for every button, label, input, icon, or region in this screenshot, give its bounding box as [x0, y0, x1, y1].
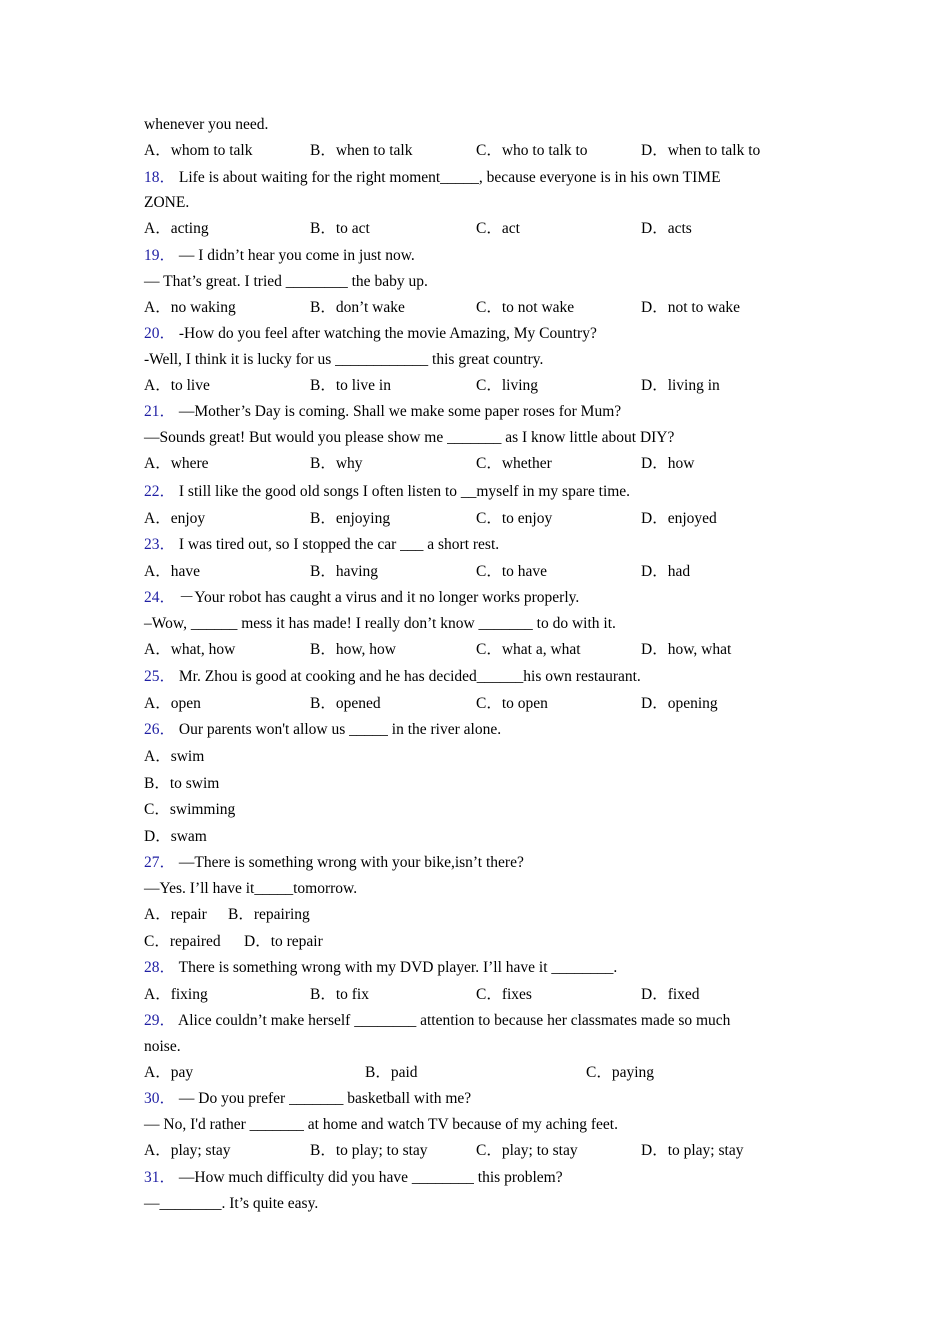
option-c: C．living [476, 377, 539, 394]
option-c: C．swimming [144, 801, 236, 818]
option-b: B．why [310, 455, 363, 472]
question-number: 20． [144, 325, 176, 342]
option-b: B．to live in [310, 377, 391, 394]
option-c: C．play; to stay [476, 1142, 578, 1159]
question-stem: -How do you feel after watching the movie Amazing, My Country? [178, 325, 597, 342]
option-b: B．repairing [228, 906, 310, 923]
option-c: C．to not wake [476, 299, 575, 316]
question-31 [144, 1169, 563, 1187]
question-stem: —How much difficulty did you have ________ this problem? [178, 1169, 563, 1186]
option-a: A．open [144, 695, 201, 712]
question-number: 22． [144, 483, 176, 500]
option-d: D．when to talk to [641, 142, 761, 159]
question-stem: Our parents won't allow us _____ in the river alone. [178, 721, 502, 738]
question-number: 23． [144, 536, 176, 553]
question-stem: I still like the good old songs I often listen to __myself in my spare time. [178, 483, 631, 500]
option-c: C．fixes [476, 986, 532, 1003]
question-number: 18． [144, 169, 176, 186]
question-21 [144, 403, 621, 421]
option-d: D．fixed [641, 986, 700, 1003]
option-d: D．swam [144, 828, 207, 845]
option-d: D．opening [641, 695, 718, 712]
option-d: D．living in [641, 377, 720, 394]
question-stem-line: noise. [144, 1038, 181, 1055]
option-b: B．enjoying [310, 510, 391, 527]
question-26 [144, 721, 501, 739]
option-b: B．when to talk [310, 142, 413, 159]
option-b: B．don’t wake [310, 299, 405, 316]
question-29 [144, 1012, 730, 1030]
question-stem-line: —Sounds great! But would you please show me _______ as I know little about DIY? [144, 429, 675, 446]
question-number: 28． [144, 959, 176, 976]
option-a: A．pay [144, 1064, 194, 1081]
option-b: B．having [310, 563, 379, 580]
option-c: C．whether [476, 455, 552, 472]
option-c: C．who to talk to [476, 142, 588, 159]
question-stem-line: — No, I'd rather _______ at home and watch TV because of my aching feet. [144, 1116, 618, 1133]
option-b: B．paid [365, 1064, 418, 1081]
question-number: 31． [144, 1169, 176, 1186]
option-d: D．had [641, 563, 691, 580]
option-c: C．to open [476, 695, 548, 712]
question-number: 27． [144, 854, 176, 871]
option-a: A．swim [144, 748, 205, 765]
question-stem: －Your robot has caught a virus and it no longer works properly. [178, 589, 580, 606]
option-d: D．how [641, 455, 695, 472]
question-number: 30． [144, 1090, 176, 1107]
option-d: D．acts [641, 220, 692, 237]
option-a: A．where [144, 455, 209, 472]
option-b: B．to swim [144, 775, 220, 792]
option-b: B．how, how [310, 641, 396, 658]
intro-text: whenever you need. [144, 116, 269, 133]
option-b: B．opened [310, 695, 381, 712]
question-22 [144, 483, 630, 501]
option-d: D．not to wake [641, 299, 741, 316]
question-stem: Mr. Zhou is good at cooking and he has decided______his own restaurant. [178, 668, 641, 685]
question-number: 21． [144, 403, 176, 420]
question-stem-line: —Yes. I’ll have it_____tomorrow. [144, 880, 358, 897]
option-a: A．to live [144, 377, 210, 394]
option-a: A．whom to talk [144, 142, 253, 159]
question-27 [144, 854, 524, 872]
question-23 [144, 536, 499, 554]
question-stem-line: — That’s great. I tried ________ the baby up. [144, 273, 428, 290]
question-18 [144, 169, 721, 187]
question-20 [144, 325, 597, 343]
option-b: B．to act [310, 220, 370, 237]
question-28 [144, 959, 617, 977]
option-b: B．to play; to stay [310, 1142, 428, 1159]
question-stem: —There is something wrong with your bike,isn’t there? [178, 854, 524, 871]
option-a: A．what, how [144, 641, 236, 658]
option-c: C．what a, what [476, 641, 581, 658]
option-a: A．repair [144, 906, 207, 923]
question-stem-line: —________. It’s quite easy. [144, 1195, 319, 1212]
option-d: D．enjoyed [641, 510, 717, 527]
question-number: 26． [144, 721, 176, 738]
question-stem: Alice couldn’t make herself ________ attention to because her classmates made so much [178, 1012, 731, 1029]
question-stem: Life is about waiting for the right moment_____, because everyone is in his own TIME [178, 169, 721, 186]
option-d: D．how, what [641, 641, 732, 658]
option-c: C．repaired [144, 933, 221, 950]
option-c: C．paying [586, 1064, 655, 1081]
option-b: B．to fix [310, 986, 369, 1003]
option-c: C．to enjoy [476, 510, 553, 527]
option-a: A．play; stay [144, 1142, 231, 1159]
question-number: 19． [144, 247, 176, 264]
question-stem: — I didn’t hear you come in just now. [178, 247, 415, 264]
option-d: D．to repair [244, 933, 323, 950]
question-stem: —Mother’s Day is coming. Shall we make some paper roses for Mum? [178, 403, 622, 420]
question-19 [144, 247, 415, 265]
option-a: A．acting [144, 220, 209, 237]
question-stem-line: ZONE. [144, 194, 190, 211]
option-a: A．fixing [144, 986, 208, 1003]
question-number: 24． [144, 589, 176, 606]
question-25 [144, 668, 641, 686]
question-30 [144, 1090, 471, 1108]
question-stem: I was tired out, so I stopped the car ___ a short rest. [178, 536, 500, 553]
option-d: D．to play; stay [641, 1142, 744, 1159]
option-a: A．no waking [144, 299, 236, 316]
question-stem: — Do you prefer _______ basketball with me? [178, 1090, 472, 1107]
option-c: C．to have [476, 563, 548, 580]
option-a: A．enjoy [144, 510, 206, 527]
question-stem-line: –Wow, ______ mess it has made! I really don’t know _______ to do with it. [144, 615, 616, 632]
question-stem: There is something wrong with my DVD player. I’ll have it ________. [178, 959, 618, 976]
question-number: 29． [144, 1012, 176, 1029]
question-number: 25． [144, 668, 176, 685]
question-24 [144, 589, 579, 607]
option-a: A．have [144, 563, 200, 580]
question-stem-line: -Well, I think it is lucky for us ____________ this great country. [144, 351, 544, 368]
option-c: C．act [476, 220, 520, 237]
